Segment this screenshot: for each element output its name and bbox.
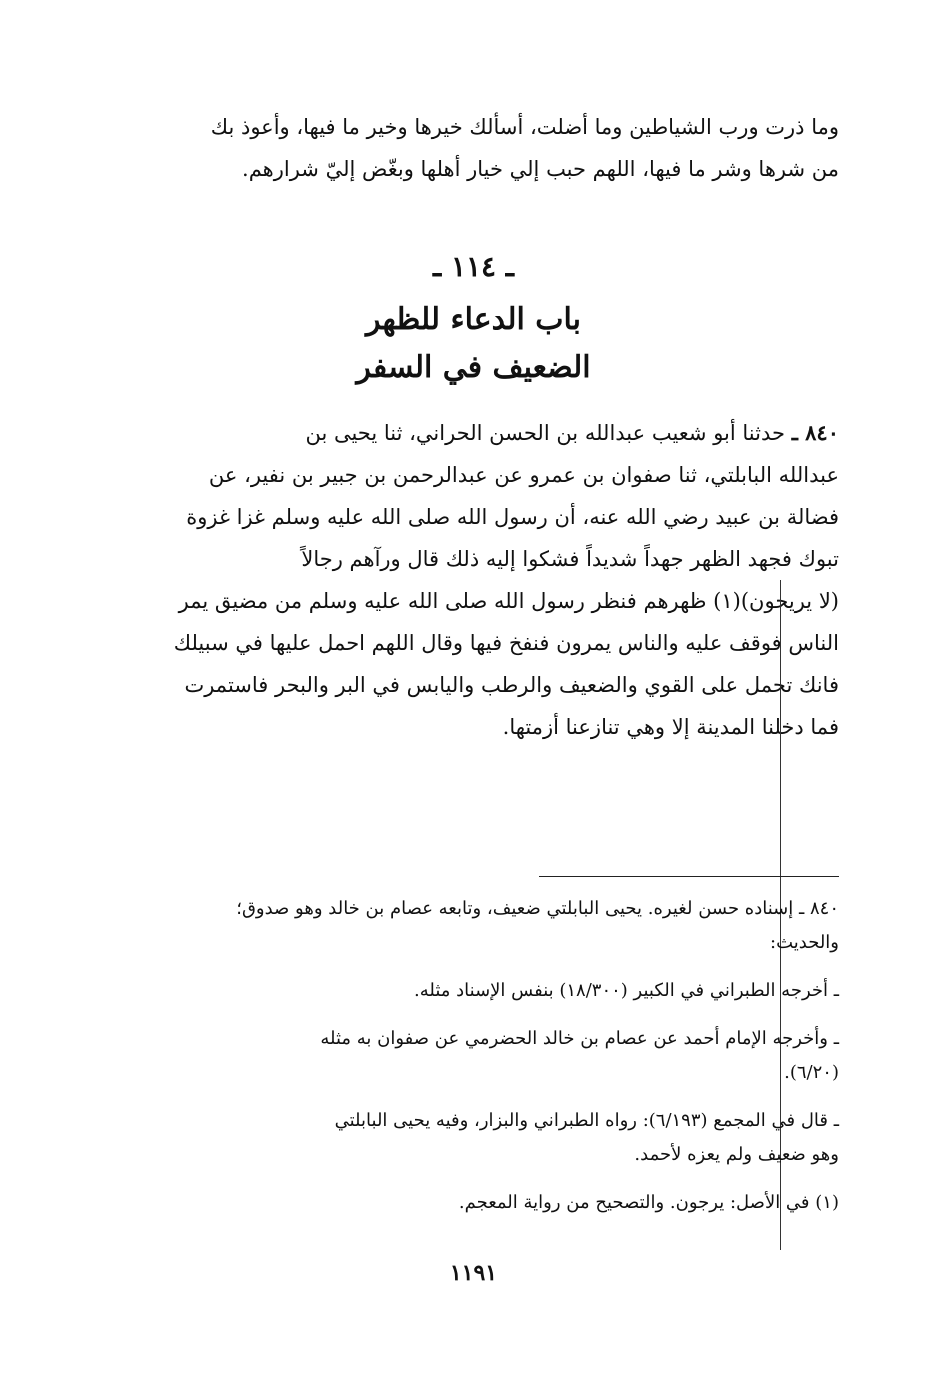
hadith-text [143,412,839,748]
chapter-title-line-2: الضعيف في السفر [356,350,591,385]
text-line: فما دخلنا المدينة إلا وهي تنازعنا أزمتها. [502,715,839,739]
text-line: الناس فوقف عليه والناس يمرون فنفخ فيها وقال اللهم احمل عليها في سبيلك [173,631,839,655]
footnote-intro: إسناده حسن لغيره. يحيى البابلتي ضعيف، وتابعه عصام بن خالد وهو صدوق؛ [236,898,794,919]
hadith-number: ٨٤٠ ـ [791,420,839,445]
footnote-line [143,892,839,926]
footnote-separator [539,876,839,877]
hadith-line: حدثنا أبو شعيب عبدالله بن الحسن الحراني، ثنا يحيى بن [305,421,785,445]
text-line [143,412,839,454]
footnote-item: ـ أخرجه الطبراني في الكبير (١٨/٣٠٠) بنفس الإسناد مثله. [414,980,839,1001]
text-line: وما ذرت ورب الشياطين وما أضلت، أسألك خيرها وخير ما فيها، وأعوذ بك [210,115,839,139]
footnote-line: وهو ضعيف ولم يعزه لأحمد. [634,1144,839,1165]
footnote-item: ـ وأخرجه الإمام أحمد عن عصام بن خالد الحضرمي عن صفوان به مثله [320,1028,839,1049]
footnote-ref-number: ٨٤٠ ـ [798,898,839,919]
text-line: عبدالله البابلتي، ثنا صفوان بن عمرو عن عبدالرحمن بن جبير بن نفير، عن [208,463,839,487]
footnote-item: ـ قال في المجمع (٦/١٩٣): رواه الطبراني والبزار، وفيه يحيى البابلتي [334,1110,839,1131]
footnotes [143,892,839,1220]
chapter-title-line-1: باب الدعاء للظهر [365,302,582,337]
page-number: ١١٩١ [449,1260,498,1286]
text-line: فانك تحمل على القوي والضعيف والرطب واليابس في البر والبحر فاستمرت [184,673,839,697]
chapter-number: ـ ١١٤ ـ [432,250,515,283]
text-line: (لا يريحون)(١) ظهرهم فنظر رسول الله صلى الله عليه وسلم من مضيق يمر [178,589,839,613]
text-line: من شرها وشر ما فيها، اللهم حبب إلي خيار أهلها وبغّض إليّ شرارهم. [242,157,839,181]
text-line: فضالة بن عبيد رضي الله عنه، أن رسول الله صلى الله عليه وسلم غزا غزوة [186,505,839,529]
top-paragraph [143,106,839,190]
footnote-note: (١) في الأصل: يرجون. والتصحيح من رواية المعجم. [458,1192,839,1213]
text-line: تبوك فجهد الظهر جهداً شديداً فشكوا إليه ذلك قال ورآهم رجالاً [301,547,839,571]
footnote-line: والحديث: [770,932,839,953]
footnote-line: (٦/٢٠). [784,1062,839,1083]
